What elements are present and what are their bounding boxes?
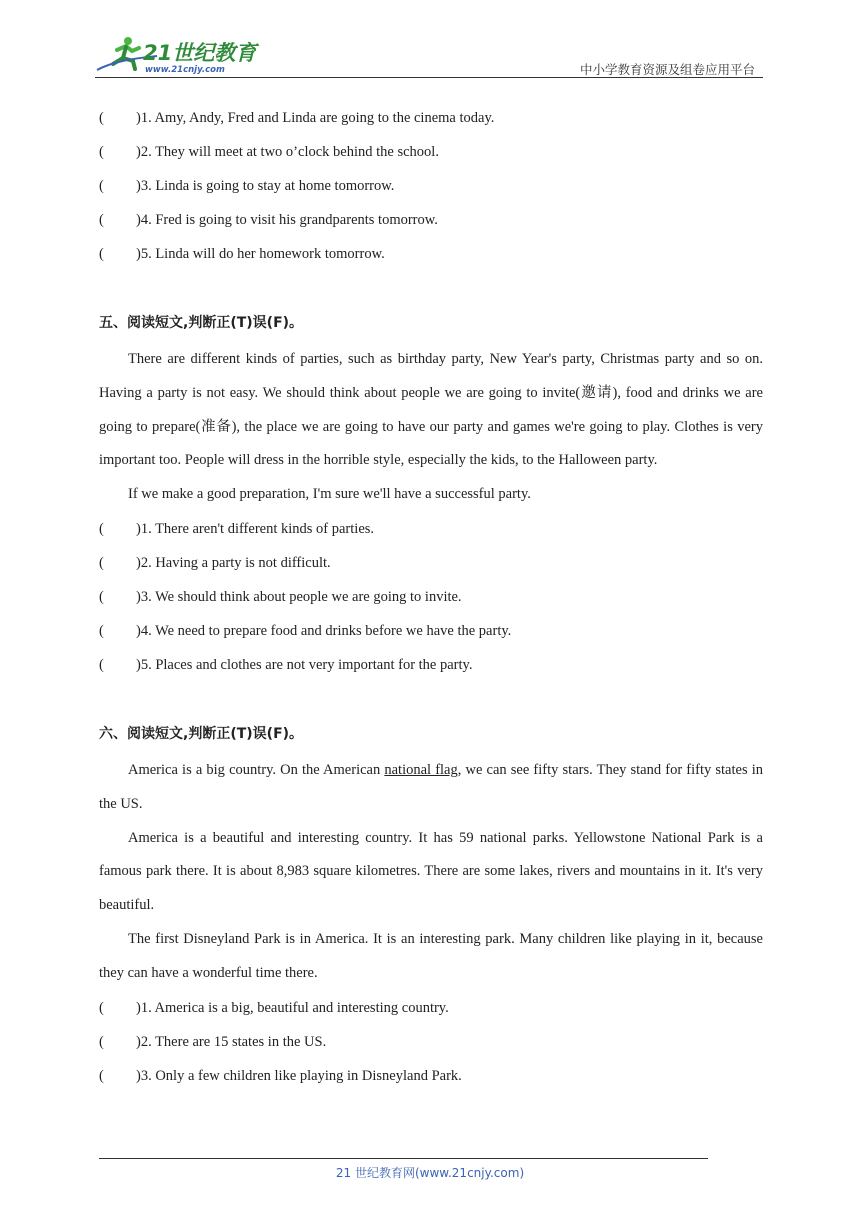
answer-paren: ( — [99, 588, 104, 605]
answer-paren: ( — [99, 178, 104, 194]
question-text: )1. There aren't different kinds of parties. — [136, 520, 375, 537]
answer-paren: ( — [99, 999, 104, 1016]
answer-paren: ( — [99, 622, 104, 639]
question-text: )3. Linda is going to stay at home tomorrow. — [136, 178, 395, 194]
question-item — [99, 648, 763, 682]
question-item — [99, 512, 763, 546]
question-item — [99, 101, 763, 135]
answer-paren: ( — [99, 1067, 104, 1084]
question-text: )2. They will meet at two o’clock behind the school. — [136, 144, 439, 160]
logo-21cnjy — [95, 34, 265, 76]
section6-questions — [99, 991, 763, 1093]
question-item — [99, 135, 763, 169]
section5-questions — [99, 512, 763, 682]
answer-paren: ( — [99, 144, 104, 160]
section5-paragraph: There are different kinds of parties, such as birthday party, New Year's party, Christmas party and so on. Having a party is not easy. We should think about people we are going to invite(邀请), food and drinks we are going to prepare(准备), the place we are going to have our party and games we're going to play. Clothes is very important too. People will dress in the horrible style, especially the kids, to the Halloween party. — [99, 351, 763, 469]
question-item — [99, 991, 763, 1025]
question-item — [99, 614, 763, 648]
page-header — [95, 34, 763, 78]
paragraph-text: , we can see fifty stars. They stand for fifty states in the US. — [99, 761, 763, 812]
question-item — [99, 237, 763, 271]
paragraph-text: America is a big country. On the American — [128, 761, 385, 778]
page-footer: 21 世纪教育网(www.21cnjy.com) — [335, 1166, 525, 1180]
answer-paren: ( — [99, 1033, 104, 1050]
underlined-phrase: national flag — [384, 761, 458, 778]
question-text: )5. Linda will do her homework tomorrow. — [136, 246, 385, 262]
question-text: )5. Places and clothes are not very important for the party. — [136, 656, 473, 673]
question-item — [99, 546, 763, 580]
answer-paren: ( — [99, 246, 104, 262]
section5-title: 五、阅读短文,判断正(T)误(F)。 — [99, 315, 304, 331]
question-text: )2. Having a party is not difficult. — [136, 554, 331, 571]
answer-paren: ( — [99, 656, 104, 673]
question-text: )1. America is a big, beautiful and interesting country. — [136, 999, 449, 1016]
question-item — [99, 1025, 763, 1059]
answer-paren: ( — [99, 554, 104, 571]
section6-paragraph: The first Disneyland Park is in America. It is an interesting park. Many children like playing in it, because they can have a wonderful time there. — [99, 930, 763, 981]
logo-url-text: www.21cnjy.com — [145, 65, 225, 75]
header-divider — [95, 77, 763, 78]
question-text: )1. Amy, Andy, Fred and Linda are going to the cinema today. — [136, 110, 495, 126]
question-text: )4. Fred is going to visit his grandparents tomorrow. — [136, 212, 438, 228]
logo-text: 21世纪教育 — [143, 41, 257, 65]
section5-paragraph: If we make a good preparation, I'm sure we'll have a successful party. — [128, 486, 531, 503]
section4-questions — [99, 101, 763, 271]
answer-paren: ( — [99, 520, 104, 537]
footer-divider — [99, 1158, 708, 1159]
answer-paren: ( — [99, 212, 104, 228]
question-text: )3. We should think about people we are going to invite. — [136, 588, 462, 605]
question-text: )4. We need to prepare food and drinks before we have the party. — [136, 622, 512, 639]
document-body — [99, 101, 763, 1093]
section6-paragraph: America is a beautiful and interesting country. It has 59 national parks. Yellowstone National Park is a famous park there. It is about 8,983 square kilometres. There are some lakes, rivers and mountains in it. It's very beautiful. — [99, 829, 763, 914]
section6-title: 六、阅读短文,判断正(T)误(F)。 — [99, 725, 304, 742]
question-item — [99, 203, 763, 237]
question-item — [99, 169, 763, 203]
section6-paragraph — [99, 754, 763, 822]
platform-name: 中小学教育资源及组卷应用平台 — [579, 62, 755, 77]
question-text: )2. There are 15 states in the US. — [136, 1033, 327, 1050]
question-item — [99, 580, 763, 614]
answer-paren: ( — [99, 110, 104, 126]
question-text: )3. Only a few children like playing in Disneyland Park. — [136, 1067, 462, 1084]
question-item — [99, 1059, 763, 1093]
